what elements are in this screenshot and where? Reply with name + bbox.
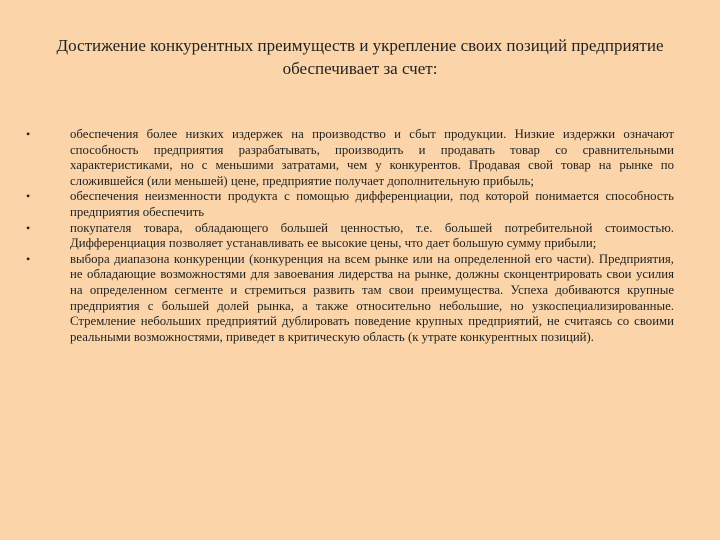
bullet-icon: • xyxy=(26,220,31,235)
bullet-icon: • xyxy=(26,127,31,141)
list-item-text: покупателя товара, обладающего большей ценностью, т.е. большей потребительной стоимостью. Дифференциация позволяет устанавливать ее высокие цены, что дает большую сумму прибыли; xyxy=(70,220,674,251)
list-item xyxy=(26,127,674,189)
bullet-icon: • xyxy=(26,189,31,204)
list-item xyxy=(26,221,674,252)
bullet-icon: • xyxy=(26,251,31,266)
list-item xyxy=(26,252,674,346)
list-item xyxy=(26,189,674,220)
list-item-text: обеспечения неизменности продукта с помощью дифференциации, под которой понимается способность предприятия обеспечить xyxy=(70,189,674,219)
slide-title: Достижение конкурентных преимуществ и укрепление своих позиций предприятие обеспечивает за счет: xyxy=(56,36,664,78)
bullet-list xyxy=(26,127,674,345)
list-item-text: обеспечения более низких издержек на производство и сбыт продукции. Низкие издержки означают способность предприятия разрабатывать, производить и продавать товар со сравнительными характеристиками, но с меньшими затратами, чем у конкурентов. Продавая свой товар на рынке по сложившейся (или меньшей) цене, предприятие получает дополнительную прибыль; xyxy=(70,127,674,188)
list-item-text: выбора диапазона конкуренции (конкуренция на всем рынке или на определенной его части). Предприятия, не обладающие возможностями для завоевания лидерства на рынке, должны сконцентрировать свои усилия на определенном сегменте и стремиться развить там свои преимущества. Успеха добиваются крупные предприятия с большей долей рынка, а также относительно небольшие, но узкоспециализированные. Стремление небольших предприятий дублировать поведение крупных предприятий, не считаясь со своими реальными возможностями, приведет в критическую область (к утрате конкурентных позиций). xyxy=(70,251,674,344)
